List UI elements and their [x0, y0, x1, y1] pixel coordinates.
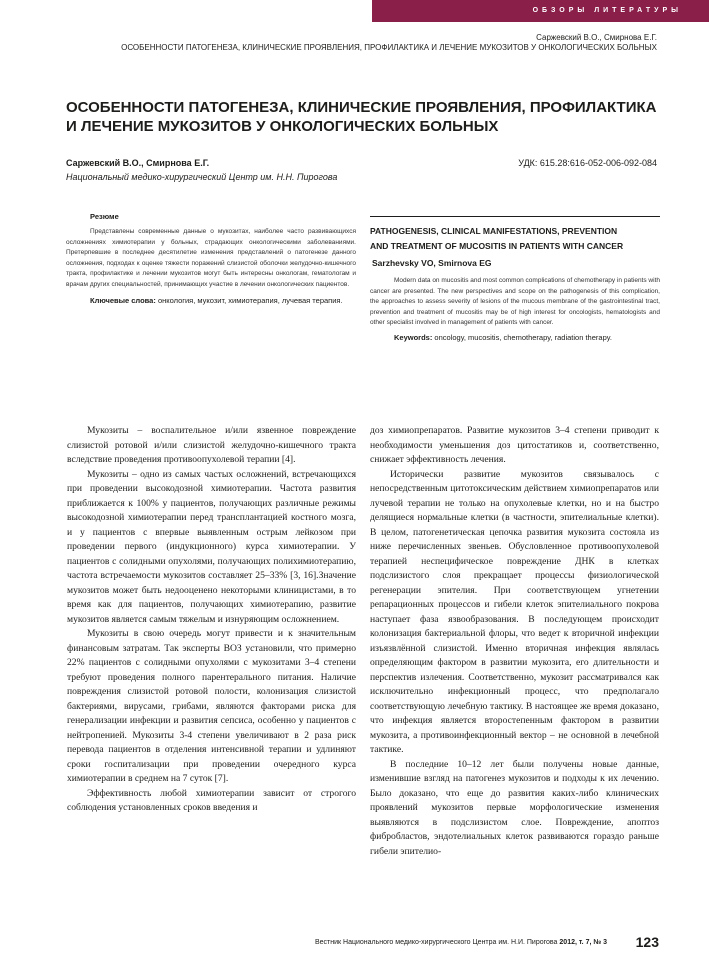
- body-paragraph: В последние 10–12 лет были получены новые данные, изменившие взгляд на патогенез мукозитов и подходы к их лечению. Было доказано, что еще до развития каких-либо клинических проявлений мукозитов первые морфологические изменения выявляются в подслизистом слое. Повреждение, апоптоз фибробластов, эндотелиальных клеток развиваются гораздо раньше гибели эпителио-: [370, 758, 659, 857]
- article-title: [66, 98, 666, 136]
- article-title-line2: И ЛЕЧЕНИЕ МУКОЗИТОВ У ОНКОЛОГИЧЕСКИХ БОЛЬНЫХ: [66, 118, 499, 135]
- abstract-en-keywords-text: oncology, mucositis, chemotherapy, radiation therapy.: [432, 332, 613, 342]
- body-paragraph: Мукозиты – одно из самых частых осложнений, встречающихся при проведении высокодозной химиотерапии. Частота развития приближается к 100% у пациентов, получающих различные режимы высокодозной химиотерапии перед трансплантацией костного мозга, и у пациентов с впервые выявленным острым лейкозом при проведении первого (индукционного) курса химиотерапии. У пациентов с солидными опухолями, получающих полихимиотерапию, частота встречаемости мукозитов составляет 25–33% [3, 16].Значение мукозитов может быть недооценено некоторыми клиницистами, в то время как для пациентов, получающих химиотерапию, развитие мукозитов является самым тяжелым и изнуряющим осложнением.: [67, 468, 356, 625]
- body-paragraph: доз химиопрепаратов. Развитие мукозитов 3–4 степени приводит к необходимости уменьшения доз цитостатиков и, соответственно, снижает эффективность лечения.: [370, 425, 659, 465]
- body-paragraph: Мукозиты в свою очередь могут привести и к значительным финансовым затратам. Так эксперты ВОЗ установили, что примерно 22% пациентов с солидными опухолями с мукозитами 3–4 степени требуют проведения полного парентерального питания. Наличие повреждения слизистой ротовой полости, колонизация слизистой бактериями, вирусами, грибами, являются факторами риска для генерализации инфекции и развития сепсиса, особенно у пациентов с нейтропенией. Мукозиты 3-4 степени увеличивают в 2 раза риск перевода пациентов в отделения интенсивной терапии и удлиняют сроки госпитализации при проведении очередного курса химиотерапии в среднем на 7 суток [7].: [67, 628, 356, 784]
- body-paragraph: Эффективность любой химиотерапии зависит от строгого соблюдения установленных сроков введения и: [67, 787, 356, 813]
- footer-issue: 2012, т. 7, № 3: [559, 939, 607, 946]
- body-column-right: [370, 424, 659, 859]
- abstract-en-keywords: [370, 333, 660, 342]
- abstract-ru: [66, 212, 356, 306]
- abstract-en: [370, 216, 660, 342]
- abstract-ru-text: Представлены современные данные о мукозитах, наиболее часто развивающихся осложнениях химиотерапии у больных, страдающих онкологическими заболеваниями. Претерпевшие в последнее десятилетие изменения представлений о патогенезе данного осложнения, подходах к оценке тяжести поражений слизистой оболочки желудочно-кишечного тракта, профилактике и лечении мукозитов могут быть интересны онкологам, гематологам и врачам других специальностей, принимающих участие в лечении онкологических пациентов.: [66, 228, 356, 288]
- footer-journal-name: Вестник Национального медико-хирургического Центра им. Н.И. Пирогова: [314, 939, 558, 946]
- body-paragraph: Мукозиты – воспалительное и/или язвенное повреждение слизистой ротовой и/или слизистой желудочно-кишечного тракта вследствие проведения противоопухолевой терапии [4].: [67, 425, 356, 465]
- body-paragraph: Исторически развитие мукозитов связывалось с непосредственным цитотоксическим действием химиопрепаратов или лучевой терапии не только на опухолевые клетки, но и на быстро делящиеся нормальные клетки (в частности, эпителиальные клетки). В целом, патогенетическая цепочка развития мукозита состояла из ниже перечисленных звеньев. Обусловленное противоопухолевой терапией неспецифическое повреждение ДНК в клетках подслизистого слоя прекращает процессы физиологической регенерации эпителия. При соответствующем угнетении репарационных процессов и гибели клеток эпителиального покрова наступает фаза язвообразования. В последующем происходит колонизация бактериальной флоры, что ведет к вторичной инфекции изъязвлённой слизистой. Именно вторичная инфекция являлась определяющим фактором в развитии мукозита, его длительности и перспектив излечения. Соответственно, мукозит рассматривался как исключительно инфекционный процесс, что предполагало соответствующую лечебную тактику. В настоящее же время доказано, что инфекция является второстепенным фактором в развитии мукозита, а противоинфекционный вектор – не основной в лечебной тактике.: [370, 468, 659, 755]
- article-authors: Саржевский В.О., Смирнова Е.Г.: [66, 158, 210, 168]
- running-head-title: ОСОБЕННОСТИ ПАТОГЕНЕЗА, КЛИНИЧЕСКИЕ ПРОЯВЛЕНИЯ, ПРОФИЛАКТИКА И ЛЕЧЕНИЕ МУКОЗИТОВ У ОНКОЛОГИЧЕСКИХ БОЛЬНЫХ: [121, 43, 657, 52]
- body-column-left: [67, 424, 356, 816]
- abstract-en-authors: Sarzhevsky VO, Smirnova EG: [372, 258, 492, 268]
- abstract-ru-keywords: [66, 295, 356, 306]
- abstract-ru-keywords-label: Ключевые слова:: [90, 296, 156, 305]
- running-head-authors: Саржевский В.О., Смирнова Е.Г.: [536, 33, 657, 42]
- abstract-en-title-line2: AND TREATMENT OF MUCOSITIS IN PATIENTS WITH CANCER: [370, 241, 624, 251]
- abstract-ru-keywords-text: онкология, мукозит, химиотерапия, лучевая терапия.: [155, 296, 343, 305]
- section-label: ОБЗОРЫ ЛИТЕРАТУРЫ: [532, 7, 682, 14]
- article-title-line1: ОСОБЕННОСТИ ПАТОГЕНЕЗА, КЛИНИЧЕСКИЕ ПРОЯВЛЕНИЯ, ПРОФИЛАКТИКА: [66, 99, 657, 116]
- abstract-en-text: Modern data on mucositis and most common complications of chemotherapy in patients with cancer are presented. The new perspectives and scope on the pathogenesis of this complication, the approaches to assess severity of lesions of the mucous membrane of the gastrointestinal tract, prevention and treatment of mucositis may be of high interest for oncologists, hematologists and other specialist involved in management of patients with cancer.: [370, 277, 660, 326]
- abstract-en-title: [370, 224, 660, 254]
- article-institution: Национальный медико-хирургический Центр им. Н.Н. Пирогова: [66, 172, 338, 182]
- abstract-en-top-rule: [370, 216, 660, 217]
- abstract-ru-heading: Резюме: [90, 212, 119, 221]
- abstract-en-title-line1: PATHOGENESIS, CLINICAL MANIFESTATIONS, PREVENTION: [370, 226, 618, 236]
- abstract-en-keywords-label: Keywords:: [394, 332, 433, 342]
- footer-journal: [315, 939, 607, 946]
- udk-code: УДК: 615.28:616-052-006-092-084: [518, 158, 657, 168]
- page-number: 123: [635, 934, 659, 950]
